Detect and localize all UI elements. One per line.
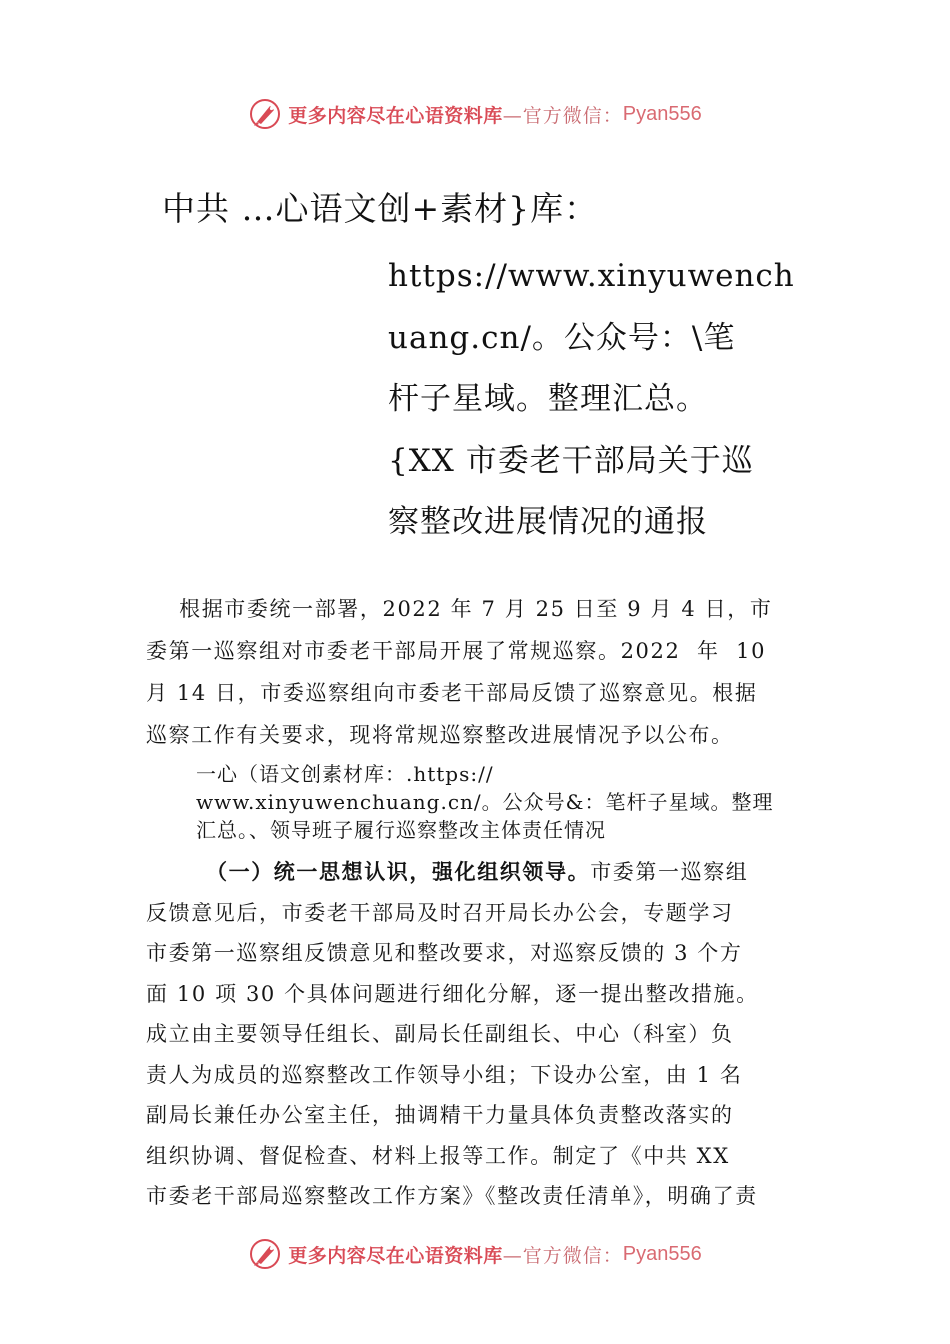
paragraph-line: 组织协调、督促检查、材料上报等工作。制定了《中共 XX [146,1143,730,1168]
paragraph-text: 市委第一巡察组 [590,860,749,884]
document-title-block [388,246,795,554]
paragraph-line: 巡察工作有关要求，现将常规巡察整改进展情况予以公布。 [146,723,734,747]
paragraph-line: 面 10 项 30 个具体问题进行细化分解，逐一提出整改措施。 [146,981,759,1006]
paragraph-line: 委第一巡察组对市委老干部局开展了常规巡察。2022 年 10 [146,639,767,663]
body-paragraph [146,852,826,1217]
paragraph-line: 市委老干部局巡察整改工作方案》《整改责任清单》，明确了责 [146,1184,758,1208]
watermark-banner-top [0,94,950,134]
banner-text-main: 更多内容尽在心语资料库 [288,1244,503,1267]
subsection-heading: （一）统一思想认识，强化组织领导。 [206,859,591,884]
pen-nib-logo-icon [248,97,282,131]
banner-wechat-id: Pyan556 [622,102,702,125]
section-heading-paragraph [196,760,836,844]
paragraph-line: 根据市委统一部署，2022 年 7 月 25 日至 9 月 4 日，市 [146,597,773,621]
title-line: https://www.xinyuwench [388,258,795,294]
title-line: 察整改进展情况的通报 [388,504,708,540]
paragraph-line: www.xinyuwenchuang.cn/。公众号&：笔杆子星域。整理 [196,790,774,814]
paragraph-first-line [146,852,826,893]
banner-wechat-id: Pyan556 [622,1242,702,1265]
title-line: {XX 市委老干部局关于巡 [388,442,754,479]
banner-text-wechat-label: —官方微信： [502,1244,623,1267]
paragraph-line: 副局长兼任办公室主任，抽调精干力量具体负责整改落实的 [146,1103,734,1127]
pen-nib-logo-icon [248,1237,282,1271]
title-line: uang.cn/。公众号：\笔 [388,319,736,356]
paragraph-line: 汇总。、领导班子履行巡察整改主体责任情况 [196,818,606,842]
paragraph-line: 市委第一巡察组反馈意见和整改要求，对巡察反馈的 3 个方 [146,941,743,965]
paragraph-line: 成立由主要领导任组长、副局长任副组长、中心（科室）负 [146,1022,734,1046]
watermark-banner-bottom [0,1234,950,1274]
banner-text-wechat-label: —官方微信： [502,104,623,127]
intro-paragraph [146,588,826,756]
banner-text-main: 更多内容尽在心语资料库 [288,104,503,127]
paragraph-line: 一心（语文创素材库：.https:// [196,762,494,786]
title-line: 杆子星域。整理汇总。 [388,381,708,417]
paragraph-line: 月 14 日，市委巡察组向市委老干部局反馈了巡察意见。根据 [146,681,758,705]
document-title-line1: 中共 …心语文创+素材}库： [162,189,599,228]
paragraph-line: 责人为成员的巡察整改工作领导小组；下设办公室，由 1 名 [146,1062,743,1087]
paragraph-line: 反馈意见后，市委老干部局及时召开局长办公会，专题学习 [146,900,734,925]
